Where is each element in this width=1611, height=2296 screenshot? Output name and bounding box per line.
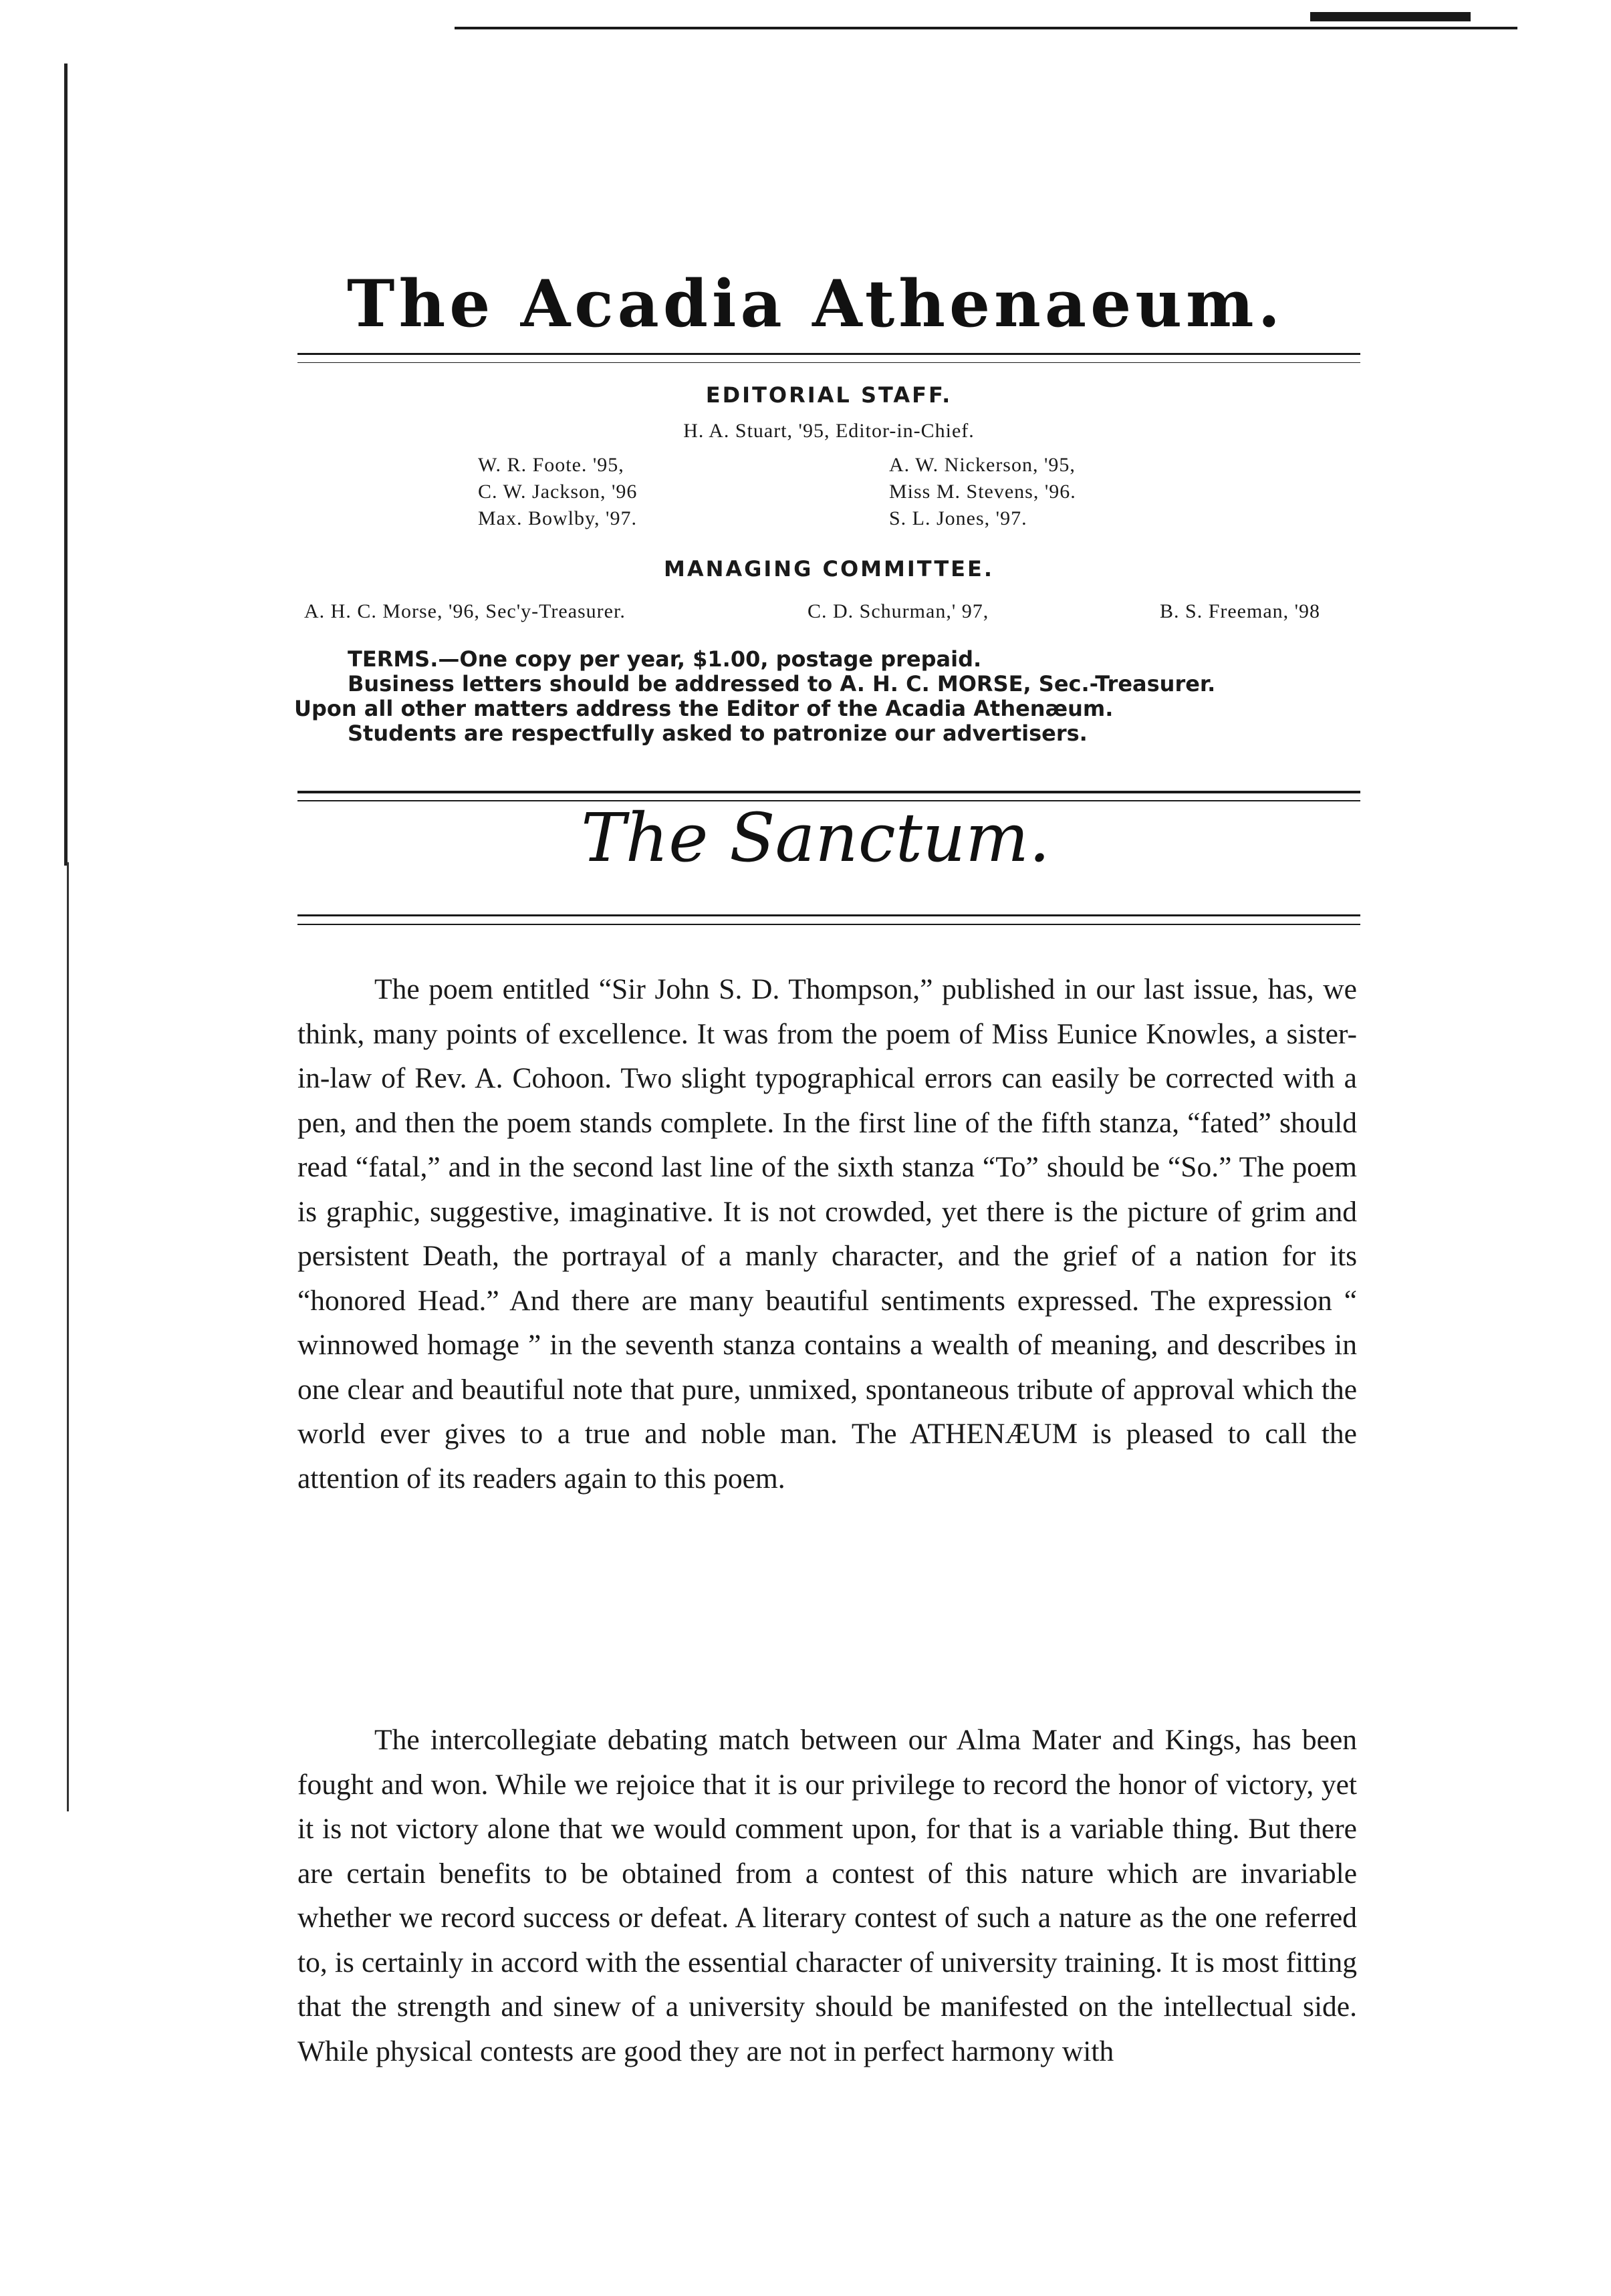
managing-member: C. D. Schurman,' 97, bbox=[808, 600, 989, 622]
scan-edge-mark bbox=[64, 63, 68, 866]
terms-line: Students are respectfully asked to patronize our advertisers. bbox=[348, 721, 1088, 746]
staff-left-column bbox=[478, 452, 879, 532]
terms-block bbox=[294, 647, 1364, 746]
masthead-title: The Acadia Athenaeum. bbox=[347, 266, 1284, 342]
top-rule-thick bbox=[1310, 12, 1471, 21]
article-paragraph bbox=[297, 967, 1357, 1501]
staff-member: Miss M. Stevens, '96. bbox=[889, 481, 1076, 503]
scan-edge-mark-lower bbox=[67, 862, 69, 1811]
article-paragraph bbox=[297, 1718, 1357, 2073]
masthead-rule-thin bbox=[297, 362, 1360, 363]
staff-right-column bbox=[889, 452, 1290, 532]
managing-heading: MANAGING COMMITTEE. bbox=[663, 556, 995, 582]
managing-member: A. H. C. Morse, '96, Sec'y-Treasurer. bbox=[304, 600, 626, 622]
managing-member: B. S. Freeman, '98 bbox=[1160, 600, 1321, 622]
section-title: The Sanctum. bbox=[581, 799, 1050, 877]
top-rule bbox=[455, 27, 1517, 29]
editor-in-chief: H. A. Stuart, '95, Editor-in-Chief. bbox=[683, 420, 975, 442]
terms-line: TERMS.—One copy per year, $1.00, postage prepaid. bbox=[348, 646, 982, 672]
terms-line: Business letters should be addressed to A. H. C. MORSE, Sec.-Treasurer. bbox=[348, 671, 1216, 696]
staff-member: W. R. Foote. '95, bbox=[478, 454, 624, 476]
paragraph-text: The intercollegiate debating match between our Alma Mater and Kings, has been fought and won. While we rejoice that it is our privilege to record the honor of victory, yet it is not victory alone that we would comment upon, for that is a variable thing. But there are certain benefits to be obtained from a contest of this nature which are invariable whether we record success or defeat. A literary contest of such a nature as the one referred to, is certainly in accord with the essential character of university training. It is most fitting that the strength and sinew of a university should be manifested on the intellectual side. While physical contests are good they are not in perfect harmony with bbox=[297, 1724, 1357, 2067]
section-rule bbox=[297, 791, 1360, 793]
editorial-heading: EDITORIAL STAFF. bbox=[705, 382, 953, 408]
staff-member: Max. Bowlby, '97. bbox=[478, 507, 637, 529]
terms-line: Upon all other matters address the Editor of the Acadia Athenæum. bbox=[294, 696, 1114, 721]
staff-member: C. W. Jackson, '96 bbox=[478, 481, 638, 503]
sanctum-rule bbox=[297, 914, 1360, 916]
staff-member: S. L. Jones, '97. bbox=[889, 507, 1027, 529]
sanctum-rule-thin bbox=[297, 924, 1360, 925]
masthead-rule bbox=[297, 353, 1360, 355]
staff-member: A. W. Nickerson, '95, bbox=[889, 454, 1076, 476]
paragraph-text: The poem entitled “Sir John S. D. Thompson,” published in our last issue, has, we think, many points of excellence. It was from the poem of Miss Eunice Knowles, a sister-in-law of Rev. A. Cohoon. Two slight typographical errors can easily be corrected with a pen, and then the poem stands complete. In the first line of the fifth stanza, “fated” should read “fatal,” and in the second last line of the sixth stanza “To” should be “So.” The poem is graphic, suggestive, imaginative. It is not crowded, yet there is the picture of grim and persistent Death, the portrayal of a manly character, and the grief of a nation for its “honored Head.” And there are many beautiful sentiments expressed. The expression “ winnowed homage ” in the seventh stanza contains a wealth of meaning, and describes in one clear and beautiful note that pure, unmixed, spontaneous tribute of approval which the world ever gives to a true and noble man. The ATHENÆUM is pleased to call the attention of its readers again to this poem. bbox=[297, 973, 1357, 1495]
